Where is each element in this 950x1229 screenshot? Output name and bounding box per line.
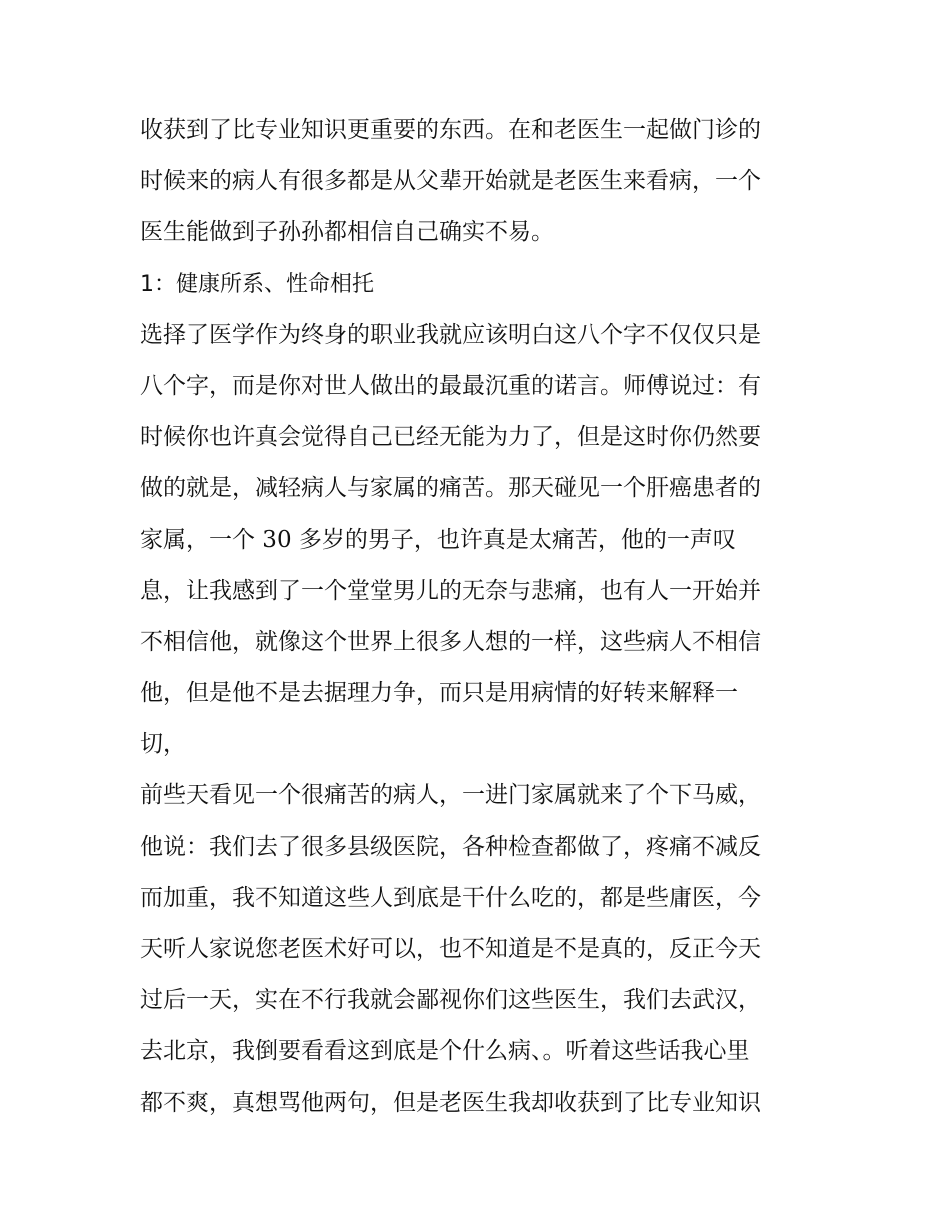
paragraph-line-14: 前些天看见一个很痛苦的病人，一进门家属就来了个下马威， <box>140 782 761 809</box>
paragraph-line-18: 过后一天，实在不行我就会鄙视你们这些医生，我们去武汉， <box>140 987 761 1014</box>
paragraph-line-8: 做的就是，减轻病人与家属的痛苦。那天碰见一个肝癌患者的 <box>140 475 761 502</box>
section-heading: 1：健康所系、性命相托 <box>140 271 374 297</box>
paragraph-line-9: 家属，一个 30 多岁的男子，也许真是太痛苦，他的一声叹 <box>140 526 736 553</box>
paragraph-line-12: 他，但是他不是去据理力争，而只是用病情的好转来解释一 <box>140 680 738 707</box>
paragraph-line-19: 去北京，我倒要看看这到底是个什么病、。听着这些话我心里 <box>140 1038 750 1065</box>
paragraph-line-17: 天听人家说您老医术好可以，也不知道是不是真的，反正今天 <box>140 936 761 962</box>
paragraph-line-7: 时候你也许真会觉得自己已经无能为力了，但是这时你仍然要 <box>140 424 761 451</box>
paragraph-line-10: 息，让我感到了一个堂堂男儿的无奈与悲痛，也有人一开始并 <box>140 577 761 604</box>
paragraph-line-1: 收获到了比专业知识更重要的东西。在和老医生一起做门诊的 <box>140 117 761 143</box>
paragraph-line-11: 不相信他，就像这个世界上很多人想的一样，这些病人不相信 <box>140 628 761 655</box>
paragraph-line-13: 切， <box>140 731 186 758</box>
paragraph-line-15: 他说：我们去了很多县级医院，各种检查都做了，疼痛不减反 <box>140 833 761 860</box>
paragraph-line-6: 八个字，而是你对世人做出的最最沉重的诺言。师傅说过：有 <box>140 372 761 399</box>
paragraph-line-20: 都不爽，真想骂他两句，但是老医生我却收获到了比专业知识 <box>140 1089 761 1116</box>
paragraph-line-16: 而加重，我不知道这些人到底是干什么吃的，都是些庸医，今 <box>140 884 761 911</box>
paragraph-line-5: 选择了医学作为终身的职业我就应该明白这八个字不仅仅只是 <box>140 321 761 348</box>
paragraph-line-3: 医生能做到子孙孙都相信自己确实不易。 <box>140 219 554 246</box>
document-body <box>140 105 820 1129</box>
paragraph-line-2: 时候来的病人有很多都是从父辈开始就是老医生来看病，一个 <box>140 168 761 195</box>
